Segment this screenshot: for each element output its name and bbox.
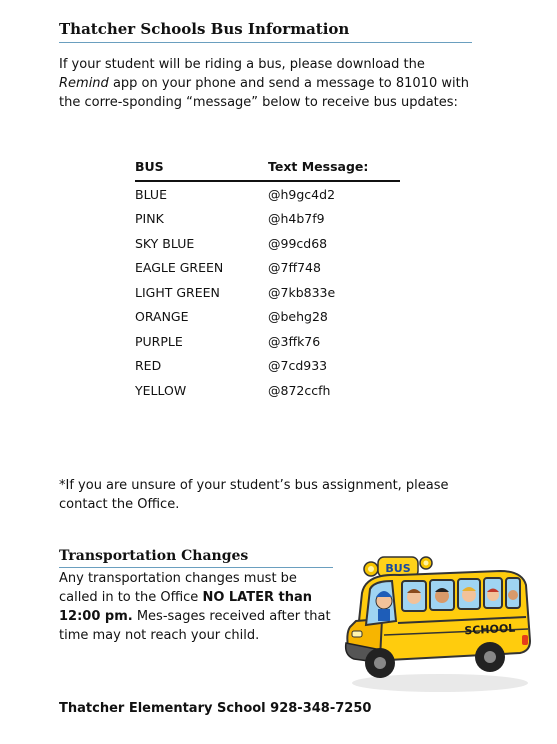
header-bus: BUS [135, 157, 268, 181]
bus-sign-text: BUS [385, 562, 411, 575]
bus-code: @872ccfh [268, 382, 331, 398]
bus-name: SKY BLUE [135, 235, 195, 251]
bus-name: YELLOW [135, 382, 187, 398]
bus-name: RED [135, 358, 162, 374]
table-header-row [135, 157, 400, 181]
transportation-title: Transportation Changes [59, 548, 333, 568]
page-title: Thatcher Schools Bus Information [59, 20, 472, 43]
table-row [135, 329, 400, 354]
bus-windows [402, 578, 520, 611]
table-row [135, 231, 400, 256]
unsure-note: *If you are unsure of your student’s bus assignment, please contact the Office. [59, 478, 449, 512]
bus-code: @7kb833e [268, 284, 336, 300]
table-row [135, 181, 400, 207]
header-text-message: Text Message: [268, 157, 400, 181]
table-row [135, 256, 400, 281]
remind-app-name: Remind [59, 76, 109, 91]
bus-name: BLUE [135, 186, 167, 202]
bus-message-table [135, 157, 400, 403]
table-row [135, 354, 400, 379]
bus-code: @3ffk76 [268, 333, 321, 349]
bus-code: @h4b7f9 [268, 211, 325, 227]
table-row [135, 305, 400, 330]
bus-side-text: SCHOOL [464, 621, 516, 638]
bus-code: @h9gc4d2 [268, 186, 336, 202]
bus-name: PINK [135, 211, 164, 227]
table-row [135, 280, 400, 305]
bus-name: PURPLE [135, 333, 183, 349]
intro-text-2: app on your phone and send a message to 81010 with the corre-sponding “message” below to receive bus updates: [59, 76, 469, 110]
footer-contact: Thatcher Elementary School 928-348-7250 [59, 701, 372, 716]
transportation-text-1: Any transportation changes must be called in to the Office [59, 571, 297, 605]
bus-name: LIGHT GREEN [135, 284, 220, 300]
bus-code: @behg28 [268, 309, 328, 325]
table-row [135, 207, 400, 232]
transportation-deadline: NO LATER than 12:00 pm. [59, 590, 313, 624]
bus-code: @99cd68 [268, 235, 328, 251]
school-bus-illustration [340, 523, 538, 695]
bus-code: @7cd933 [268, 358, 328, 374]
bus-code: @7ff748 [268, 260, 321, 276]
intro-paragraph [59, 55, 474, 112]
bus-name: EAGLE GREEN [135, 260, 224, 276]
transportation-paragraph [59, 569, 339, 645]
table-row [135, 378, 400, 403]
intro-text-1: If your student will be riding a bus, please download the [59, 57, 425, 72]
bus-name: ORANGE [135, 309, 189, 325]
transportation-text-2: Mes-sages received after that time may not reach your child. [59, 609, 331, 643]
